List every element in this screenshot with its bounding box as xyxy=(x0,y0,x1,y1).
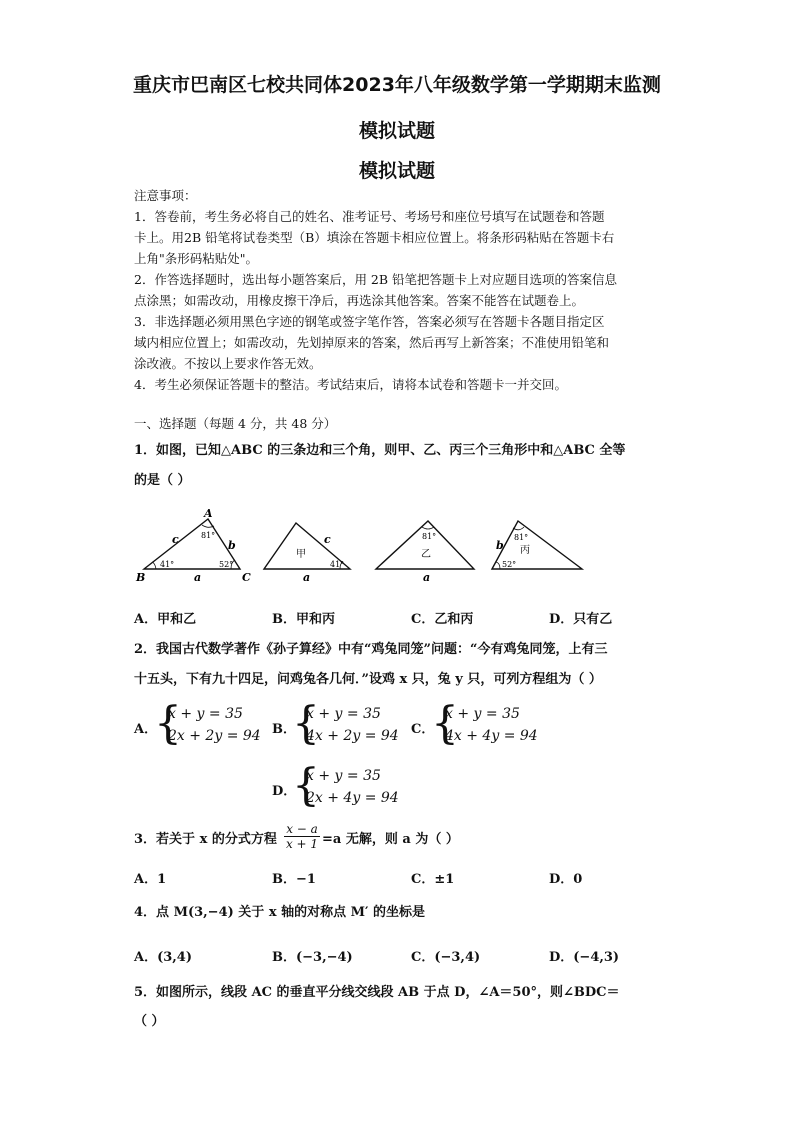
q5-stem-line1: 5．如图所示，线段 AC 的垂直平分线交线段 AB 于点 D，∠A＝50°，则∠BDC＝ xyxy=(134,985,620,1000)
brace-icon: { xyxy=(292,698,320,749)
equation-line: x + y = 35 xyxy=(306,706,381,722)
angle-81-yi: 81° xyxy=(422,532,437,541)
notice-line: 域内相应位置上；如需改动，先划掉原来的答案，然后再写上新答案；不准使用铅笔和 xyxy=(134,335,610,350)
exam-title-line1: 重庆市巴南区七校共同体2023年八年级数学第一学期期末监测 xyxy=(133,74,661,96)
equation-line: 2x + 4y = 94 xyxy=(306,790,399,806)
q4-stem: 4．点 M(3,−4) 关于 x 轴的对称点 M′ 的坐标是 xyxy=(134,905,425,920)
angle-41-jia: 41° xyxy=(330,560,345,569)
label-b-bing: b xyxy=(496,539,504,552)
q3-stem-pre: 3．若关于 x 的分式方程 xyxy=(134,832,277,847)
equation-line: 4x + 4y = 94 xyxy=(445,728,538,744)
section-heading: 一、选择题（每题 4 分，共 48 分） xyxy=(134,416,337,431)
q2-stem-line2: 十五头，下有九十四足，问鸡兔各几何．”设鸡 x 只，兔 y 只，可列方程组为（ ） xyxy=(134,672,602,687)
q4-option-d[interactable]: D．(−4,3) xyxy=(549,950,620,965)
notice-line: 涂改液。不按以上要求作答无效。 xyxy=(134,356,322,371)
angle-52: 52° xyxy=(219,560,234,569)
fraction-denominator: x + 1 xyxy=(285,837,319,851)
brace-icon: { xyxy=(431,698,459,749)
q3-option-c[interactable]: C．±1 xyxy=(411,872,455,887)
equation-line: x + y = 35 xyxy=(445,706,520,722)
equation-line: x + y = 35 xyxy=(168,706,243,722)
label-a: a xyxy=(194,571,202,584)
q3-option-a[interactable]: A．1 xyxy=(134,872,167,887)
q1-figure xyxy=(130,505,590,585)
q3-option-d[interactable]: D．0 xyxy=(549,872,583,887)
label-C: C xyxy=(242,571,251,584)
exam-title-line2: 模拟试题 xyxy=(358,120,435,142)
q2-option-a-label[interactable]: A． xyxy=(134,722,158,737)
notice-line: 卡上。用2B 铅笔将试卷类型（B）填涂在答题卡相应位置上。将条形码粘贴在答题卡右 xyxy=(134,230,615,245)
angle-52-bing: 52° xyxy=(502,560,517,569)
q1-stem-line1: 1．如图，已知△ABC 的三条边和三个角，则甲、乙、丙三个三角形中和△ABC 全等 xyxy=(134,443,626,458)
notice-line: 点涂黑；如需改动，用橡皮擦干净后，再选涂其他答案。答案不能答在试题卷上。 xyxy=(134,293,585,308)
q4-option-a[interactable]: A．(3,4) xyxy=(134,950,193,965)
notice-heading: 注意事项： xyxy=(134,188,197,203)
label-c-jia: c xyxy=(324,533,331,546)
q2-option-b-label[interactable]: B． xyxy=(272,722,296,737)
notice-line: 上角"条形码粘贴处"。 xyxy=(134,251,258,266)
label-b: b xyxy=(228,539,236,552)
angle-81-bing: 81° xyxy=(514,533,529,542)
notice-line: 4．考生必须保证答题卡的整洁。考试结束后，请将本试卷和答题卡一并交回。 xyxy=(134,377,567,392)
label-A: A xyxy=(204,507,213,520)
angle-81: 81° xyxy=(201,531,216,540)
q5-stem-line2: （ ） xyxy=(134,1014,165,1029)
angle-41: 41° xyxy=(160,560,175,569)
q4-option-c[interactable]: C．(−3,4) xyxy=(411,950,481,965)
notice-line: 3．非选择题必须用黑色字迹的钢笔或签字笔作答，答案必须写在答题卡各题目指定区 xyxy=(134,314,605,329)
q2-option-d-label[interactable]: D． xyxy=(272,784,297,799)
label-a-yi: a xyxy=(423,571,431,584)
q2-option-c-label[interactable]: C． xyxy=(411,722,435,737)
label-a-jia: a xyxy=(303,571,311,584)
label-c: c xyxy=(172,533,179,546)
exam-title-line3: 模拟试题 xyxy=(358,160,435,182)
label-yi: 乙 xyxy=(421,549,431,560)
equation-line: x + y = 35 xyxy=(306,768,381,784)
q1-option-a[interactable]: A．甲和乙 xyxy=(134,612,197,627)
brace-icon: { xyxy=(292,760,320,811)
q1-stem-line2: 的是（ ） xyxy=(134,473,191,488)
q4-option-b[interactable]: B．(−3,−4) xyxy=(272,950,353,965)
q1-option-c[interactable]: C．乙和丙 xyxy=(411,612,474,627)
q3-option-b[interactable]: B．−1 xyxy=(272,872,316,887)
brace-icon: { xyxy=(154,698,182,749)
q3-fraction xyxy=(284,822,320,851)
q1-option-b[interactable]: B．甲和丙 xyxy=(272,612,335,627)
label-bing: 丙 xyxy=(520,545,530,556)
fraction-numerator: x − a xyxy=(284,822,320,837)
equation-line: 4x + 2y = 94 xyxy=(306,728,399,744)
notice-line: 1．答卷前，考生务必将自己的姓名、准考证号、考场号和座位号填写在试题卷和答题 xyxy=(134,209,605,224)
equation-line: 2x + 2y = 94 xyxy=(168,728,261,744)
notice-line: 2．作答选择题时，选出每小题答案后，用 2B 铅笔把答题卡上对应题目选项的答案信息 xyxy=(134,272,618,287)
q1-option-d[interactable]: D．只有乙 xyxy=(549,612,613,627)
q3-stem-post: =a 无解，则 a 为（ ） xyxy=(322,832,459,847)
q2-stem-line1: 2．我国古代数学著作《孙子算经》中有“鸡兔同笼”问题：“今有鸡兔同笼，上有三 xyxy=(134,642,608,657)
label-jia: 甲 xyxy=(296,549,306,560)
label-B: B xyxy=(136,571,146,584)
